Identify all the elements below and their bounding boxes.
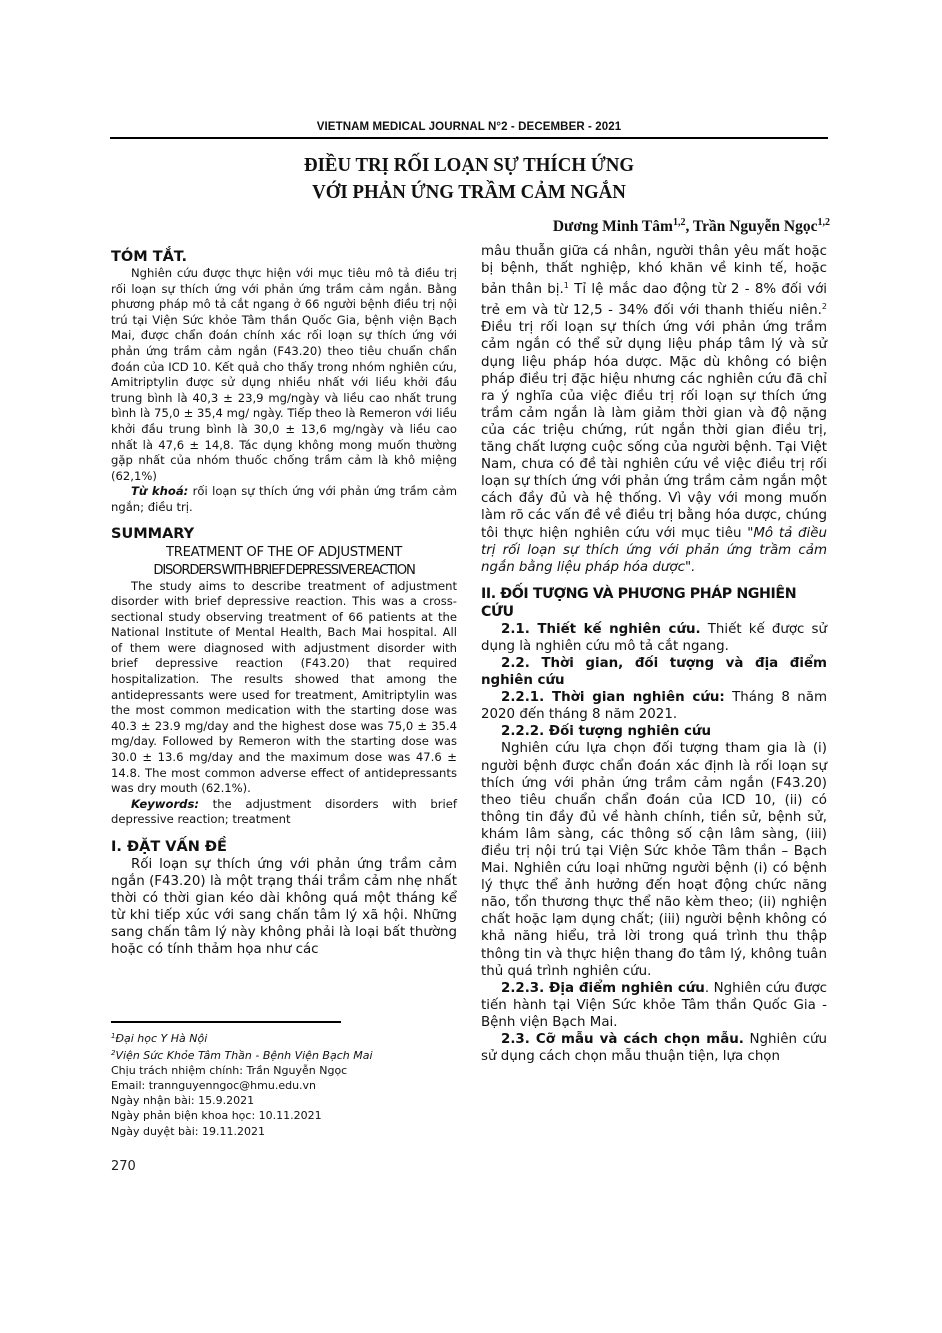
footnotes (111, 1029, 457, 1139)
title-line-2: VỚI PHẢN ỨNG TRẦM CẢM NGẮN (312, 181, 626, 203)
affiliation-text: Viện Sức Khỏe Tâm Thần - Bệnh Viện Bạch Mai (115, 1049, 373, 1063)
footnote-rule (111, 1021, 341, 1023)
left-column (111, 248, 457, 959)
author-affiliation: 1,2 (672, 217, 686, 228)
title-line-1: ĐIỀU TRỊ RỐI LOẠN SỰ THÍCH ỨNG (303, 154, 635, 176)
affiliation-1 (111, 1029, 457, 1046)
keywords-text: the adjustment disorders with brief depressive reaction; treatment (111, 796, 457, 827)
date-reviewed: Ngày phản biện khoa học: 10.11.2021 (111, 1109, 322, 1123)
email[interactable]: Email: trannguyenngoc@hmu.edu.vn (111, 1079, 317, 1093)
citation-ref[interactable]: 2 (821, 302, 827, 312)
keywords-label: Keywords: (131, 796, 199, 811)
keywords-label: Từ khoá: (131, 484, 189, 499)
author-name: Trần Nguyễn Ngọc (692, 218, 818, 235)
author-separator: , (685, 218, 693, 235)
subsection-2-2-3 (481, 980, 827, 1031)
subsection-text: Thiết kế được sử dụng là nghiên cứu mô tả cắt ngang. (481, 621, 827, 654)
affiliation-text: Đại học Y Hà Nội (115, 1032, 208, 1045)
article-title (139, 152, 800, 206)
keywords-vi (111, 484, 457, 515)
abstract-vi-heading: TÓM TẮT. (111, 249, 188, 265)
affiliation-number: 2 (111, 1049, 116, 1058)
intro-text: Tỉ lệ mắc dao động từ 2 - 8% đối với trẻ em và từ 12,5 - 34% đối với thanh thiếu niên. (481, 282, 827, 319)
subsection-text: . Nghiên cứu được tiến hành tại Viện Sức khỏe Tâm thần Quốc Gia - Bệnh viện Bạch Mai. (481, 980, 827, 1030)
corresponding-author: Chịu trách nhiệm chính: Trần Nguyễn Ngọc (111, 1064, 348, 1078)
author-affiliation: 1,2 (817, 217, 830, 228)
abstract-vi-body: Nghiên cứu được thực hiện với mục tiêu mô tả điều trị rối loạn sự thích ứng với phản ứng trầm cảm ngắn. Bằng phương pháp mô tả cắt ngang ở 66 người bệnh điều trị nội trú tại Viện Sức khỏe Tâm thần Quốc Gia, bệnh viện Bạch Mai, được chẩn đoán chính xác rối loạn sự thích ứng với phản ứng trầm cảm ngắn (F43.20) theo tiêu chuẩn chẩn đoán của ICD 10. Kết quả cho thấy trong nhóm nghiên cứu, Amitriptylin được sử dụng nhiều nhất với liều khởi đầu trung bình là 40,3 ± 23,9 mg/ngày và liều cao nhất trung bình là 75,0 ± 35,4 mg/ ngày. Tiếp theo là Remeron với liều khởi đầu trung bình là 30,0 ± 13,6 mg/ngày và liều cao nhất là 47,6 ± 14,8. Tác dụng không mong muốn thường gặp nhất của nhóm thuốc chống trầm cảm là khô miệng (62,1%) (111, 266, 457, 483)
section-1-heading: I. ĐẶT VẤN ĐỀ (111, 839, 227, 855)
section-1-continued (481, 243, 827, 576)
affiliation-2 (111, 1046, 457, 1063)
summary-title-line-2: DISORDERS WITH BRIEF DEPRESSIVE REACTION (153, 562, 415, 578)
subsection-2-3 (481, 1031, 827, 1065)
subsection-label: 2.2.1. Thời gian nghiên cứu: (501, 690, 725, 706)
right-column (481, 243, 827, 1065)
summary-heading: SUMMARY (111, 525, 195, 542)
subsection-text: Tháng 8 năm 2020 đến tháng 8 năm 2021. (481, 690, 827, 723)
subsection-2-2-1 (481, 689, 827, 723)
section-2-heading: II. ĐỐI TƯỢNG VÀ PHƯƠNG PHÁP NGHIÊN CỨU (481, 585, 797, 620)
subsection-text: Nghiên cứu sử dụng cách chọn mẫu thuận tiện, lựa chọn (481, 1032, 827, 1065)
subsection-2-2-2-body: Nghiên cứu lựa chọn đối tượng tham gia là (i) người bệnh được chẩn đoán xác định là rối loạn sự thích ứng với phản ứng trầm cảm ngắn (F43.20) theo tiêu chuẩn chẩn đoán của ICD 10, (ii) có thông tin đầy đủ về hành chính, tiền sử, bệnh sử, khám lâm sàng, các thông số cận lâm sàng, (iii) điều trị nội trú tại Viện Sức khỏe Tâm thần – Bạch Mai. Nghiên cứu loại những người bệnh (i) có bệnh lý thực thể ảnh hưởng đến hoạt động chức năng não, tổn thương thực thể não kèm theo; (ii) nghiện chất hoặc lạm dụng chất; (iii) người bệnh không có khả năng hiểu, trả lời trong quá trình thu thập thông tin và thực hiện thang đo tâm lý, không tuân thủ quá trình nghiên cứu. (481, 741, 827, 979)
author-name: Dương Minh Tâm (552, 218, 673, 235)
keywords-en (111, 797, 457, 828)
author-list (553, 217, 830, 236)
subsection-2-2: 2.2. Thời gian, đối tượng và địa điểm nghiên cứu (481, 655, 827, 689)
running-head: VIETNAM MEDICAL JOURNAL N°2 - DECEMBER - 2021 (316, 121, 622, 133)
header-rule (110, 137, 828, 139)
subsection-label: 2.1. Thiết kế nghiên cứu. (501, 621, 701, 637)
subsection-label: 2.2.3. Địa điểm nghiên cứu (501, 980, 705, 996)
intro-text: mâu thuẫn giữa cá nhân, người thân yêu mất hoặc bị bệnh, thất nghiệp, khó khăn về kinh tế, hoặc bản thân bị. (481, 244, 827, 298)
subsection-2-2-2: 2.2.2. Đối tượng nghiên cứu (501, 724, 711, 740)
subsection-label: 2.3. Cỡ mẫu và cách chọn mẫu. (501, 1032, 744, 1048)
keywords-text: rối loạn sự thích ứng với phản ứng trầm cảm ngắn; điều trị. (111, 484, 457, 514)
intro-text: Điều trị rối loạn sự thích ứng với phản ứng trầm cảm ngắn có thể sử dụng liệu pháp tâm lý và sử dụng liệu pháp hóa dược. Mặc dù không có biện pháp điều trị đặc hiệu nhưng các nghiên cứu đã chỉ ra ý nghĩa của việc điều trị rối loạn sự thích ứng trầm cảm ngắn là làm giảm thời gian và độ nặng của các triệu chứng, rút ngắn thời gian điều trị, tăng chất lượng cuộc sống của người bệnh. Tại Việt Nam, chưa có đề tài nghiên cứu về việc điều trị rối loạn sự thích ứng với phản ứng trầm cảm ngắn một cách đầy đủ và hệ thống. Vì vậy với mong muốn làm rõ các vấn đề về điều trị bằng hóa dược, chúng tôi thực hiện nghiên cứu với mục tiêu (481, 320, 827, 541)
date-received: Ngày nhận bài: 15.9.2021 (111, 1094, 255, 1108)
section-1-paragraph: Rối loạn sự thích ứng với phản ứng trầm cảm ngắn (F43.20) là một trạng thái trầm cảm nhẹ nhất thời có thời gian kéo dài không quá một tháng kể từ khi tiếp xúc với sang chấn tâm lý xã hội. Những sang chấn tâm lý này không phải là loại bất thường hoặc có tính thảm họa như các (111, 857, 457, 958)
summary-title-line-1: TREATMENT OF THE OF ADJUSTMENT (165, 544, 402, 560)
study-objective: "Mô tả điều trị rối loạn sự thích ứng với phản ứng trầm cảm ngắn bằng liệu pháp hóa dược". (481, 525, 827, 575)
summary-body: The study aims to describe treatment of adjustment disorder with brief depressive reaction. This was a cross-sectional study observing treatment of 66 patients at the National Institute of Mental Health, Bach Mai hospital. All of them were diagnosed with adjustment disorder with brief depressive reaction (F43.20) that required hospitalization. The results showed that among the antidepressants were used for treatment, Amitriptylin was the most common medication with the starting dose was 40.3 ± 23.9 mg/day and the highest dose was 75,0 ± 35.4 mg/day. Followed by Remeron with the starting dose was 30.0 ± 13.6 mg/day and the maximum dose was 47.6 ± 14.8. The most common adverse effect of antidepressants was dry mouth (62.1%). (111, 578, 457, 796)
citation-ref[interactable]: 1 (563, 281, 569, 291)
page-number: 270 (111, 1159, 136, 1174)
affiliation-number: 1 (111, 1032, 116, 1040)
subsection-2-1 (481, 621, 827, 655)
date-accepted: Ngày duyệt bài: 19.11.2021 (111, 1124, 265, 1138)
